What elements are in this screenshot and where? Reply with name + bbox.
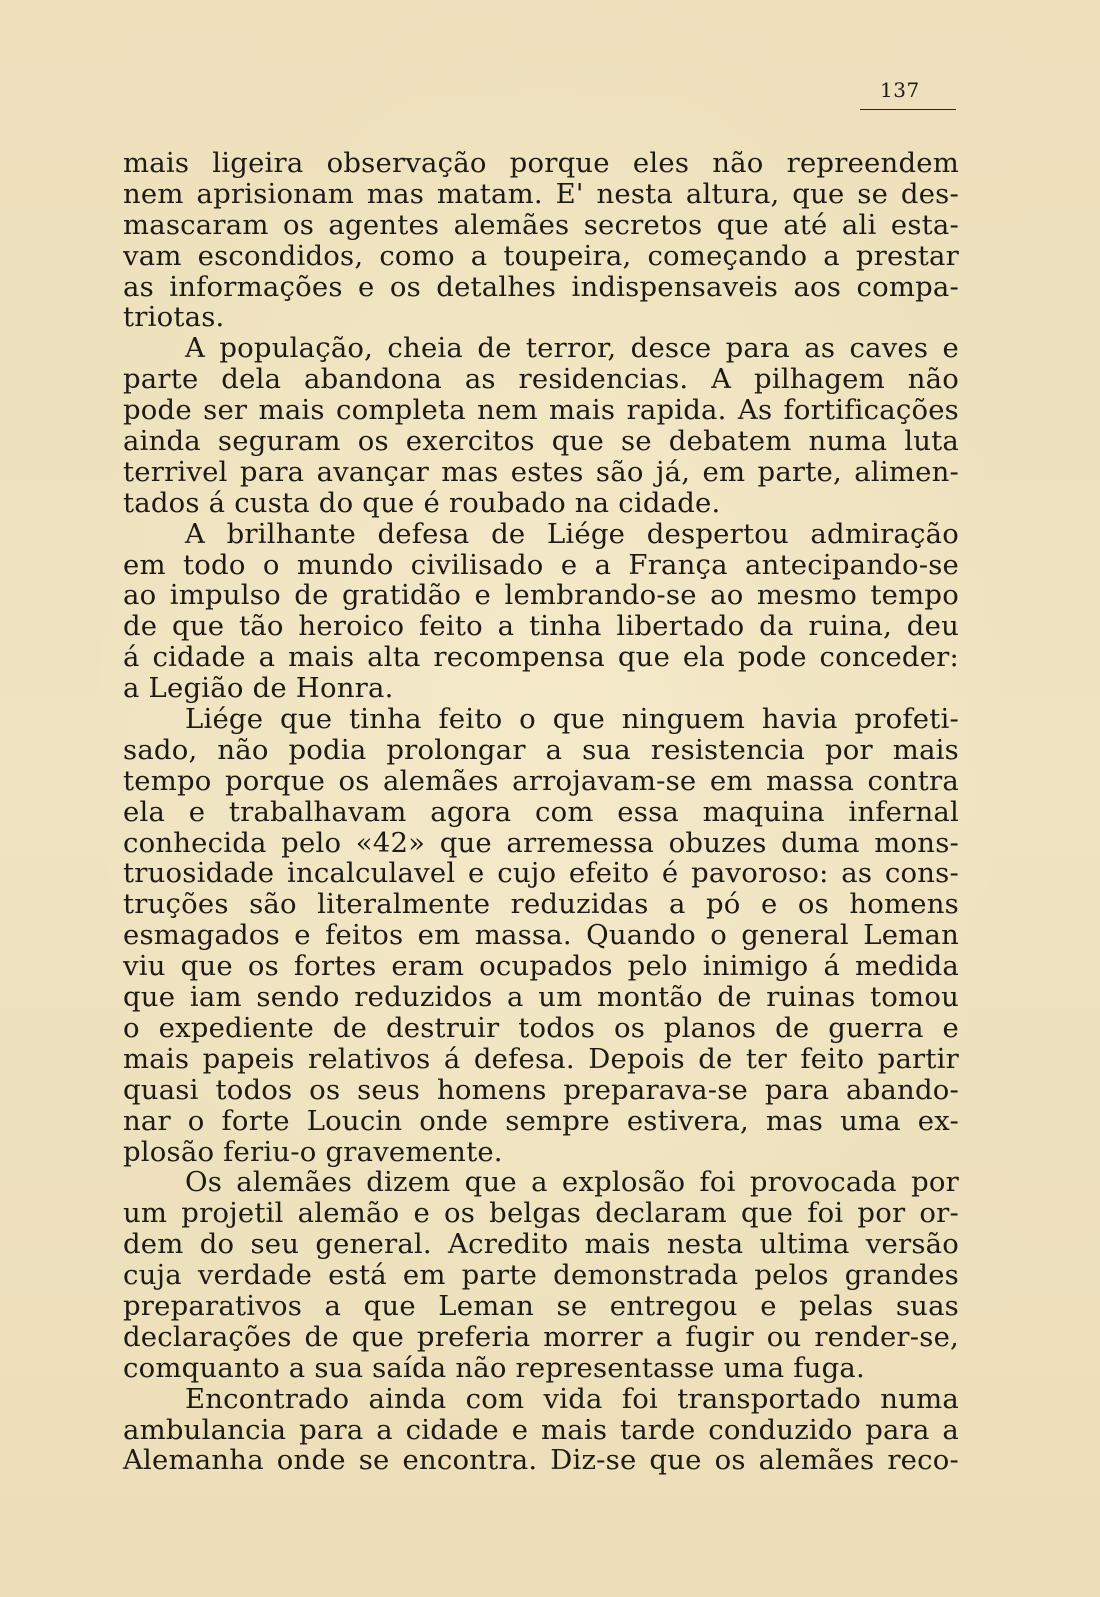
text-line: o expediente de destruir todos os planos de guerra e (123, 1011, 959, 1044)
text-line: á cidade a mais alta recompensa que ela pode conceder: (123, 641, 959, 674)
text-line: ambulancia para a cidade e mais tarde conduzido para a (123, 1413, 959, 1446)
text-line: viu que os fortes eram ocupados pelo inimigo á medida (123, 950, 959, 983)
text-line: esmagados e feitos em massa. Quando o general Leman (123, 919, 959, 952)
text-line: um projetil alemão e os belgas declaram que foi por or- (123, 1197, 959, 1230)
text-line: triotas. (123, 301, 225, 334)
text-line: cuja verdade está em parte demonstrada pelos grandes (123, 1259, 959, 1292)
text-line: Alemanha onde se encontra. Diz-se que os alemães reco- (123, 1444, 959, 1477)
text-line: Encontrado ainda com vida foi transportado numa (185, 1382, 959, 1415)
text-line: ao impulso de gratidão e lembrando-se ao mesmo tempo (123, 579, 959, 612)
text-line: parte dela abandona as residencias. A pilhagem não (123, 363, 959, 396)
text-line: plosão feriu-o gravemente. (123, 1135, 503, 1168)
text-line: declarações de que preferia morrer a fugir ou render-se, (123, 1320, 959, 1353)
text-line: truosidade incalculavel e cujo efeito é pavoroso: as cons- (123, 857, 959, 890)
text-line: Os alemães dizem que a explosão foi provocada por (185, 1166, 959, 1199)
text-line: A população, cheia de terror, desce para as caves e (185, 332, 959, 365)
text-line: as informações e os detalhes indispensaveis aos compa- (123, 270, 959, 303)
text-line: sado, não podia prolongar a sua resistencia por mais (123, 733, 959, 766)
text-line: tempo porque os alemães arrojavam-se em massa contra (123, 764, 959, 797)
page-number: 137 (880, 78, 920, 102)
text-line: dem do seu general. Acredito mais nesta ultima versão (123, 1228, 959, 1261)
text-line: tados á custa do que é roubado na cidade. (123, 486, 721, 519)
text-line: conhecida pelo «42» que arremessa obuzes duma mons- (123, 826, 959, 859)
text-line: de que tão heroico feito a tinha libertado da ruina, deu (123, 610, 959, 643)
body-text (123, 148, 959, 1476)
text-line: que iam sendo reduzidos a um montão de ruinas tomou (123, 981, 959, 1014)
text-line: comquanto a sua saída não representasse uma fuga. (123, 1351, 865, 1384)
text-line: ainda seguram os exercitos que se debatem numa luta (123, 425, 959, 458)
page-number-rule (860, 109, 956, 110)
text-line: terrivel para avançar mas estes são já, em parte, alimen- (123, 455, 959, 488)
text-line: a Legião de Honra. (123, 672, 394, 705)
text-line: A brilhante defesa de Liége despertou admiração (185, 517, 959, 550)
text-line: mais ligeira observação porque eles não repreendem (123, 147, 959, 179)
text-line: ela e trabalhavam agora com essa maquina infernal (123, 795, 959, 828)
text-line: nem aprisionam mas matam. E' nesta altura, que se des- (123, 177, 959, 210)
text-line: preparativos a que Leman se entregou e pelas suas (123, 1289, 959, 1322)
text-line: em todo o mundo civilisado e a França antecipando-se (123, 548, 959, 581)
text-line: truções são literalmente reduzidas a pó e os homens (123, 888, 959, 921)
text-line: pode ser mais completa nem mais rapida. As fortificações (123, 394, 959, 427)
text-line: vam escondidos, como a toupeira, começando a prestar (123, 239, 959, 272)
text-line: quasi todos os seus homens preparava-se para abando- (123, 1073, 959, 1106)
text-line: nar o forte Loucin onde sempre estivera, mas uma ex- (123, 1104, 959, 1137)
text-line: mais papeis relativos á defesa. Depois de ter feito partir (123, 1042, 959, 1075)
text-line: Liége que tinha feito o que ninguem havia profeti- (185, 703, 959, 736)
text-line: mascaram os agentes alemães secretos que até ali esta- (123, 208, 959, 241)
